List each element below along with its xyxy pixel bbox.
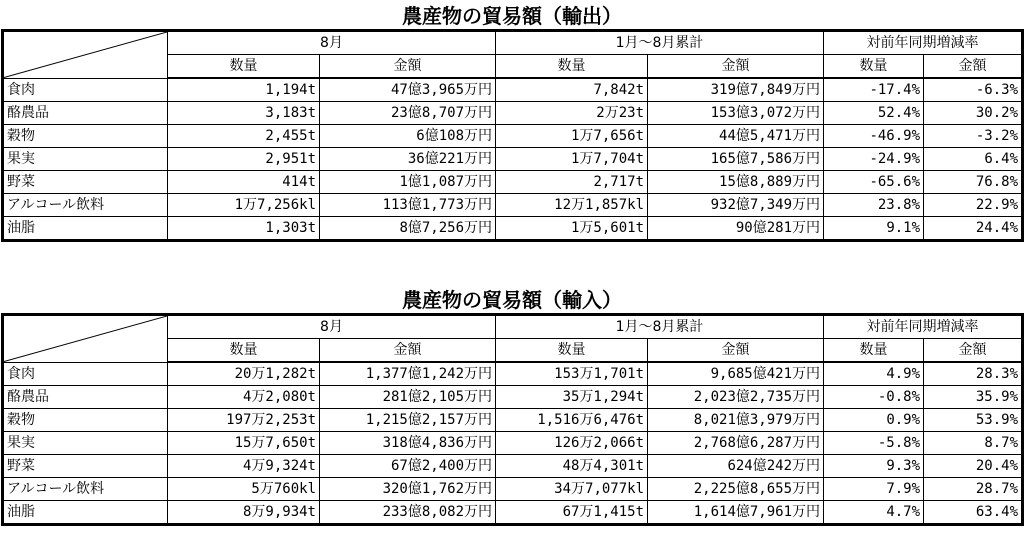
table-cell: 44億5,471万円 — [648, 125, 824, 148]
table-cell: 197万2,253t — [168, 409, 320, 432]
table-cell: -5.8% — [824, 432, 924, 455]
table-cell: 9,685億421万円 — [648, 362, 824, 386]
row-label: 食肉 — [4, 362, 168, 386]
table-cell: 1億1,087万円 — [320, 171, 496, 194]
table-cell: 8億7,256万円 — [320, 217, 496, 240]
table-cell: 153億3,072万円 — [648, 102, 824, 125]
table-cell: 15億8,889万円 — [648, 171, 824, 194]
group-header-row — [4, 316, 1022, 339]
table-cell: 113億1,773万円 — [320, 194, 496, 217]
table-cell: 1,194t — [168, 78, 320, 102]
table-cell: 281億2,105万円 — [320, 386, 496, 409]
column-header: 金額 — [320, 339, 496, 363]
row-label: 油脂 — [4, 501, 168, 524]
corner-cell — [4, 316, 168, 363]
row-label: 果実 — [4, 432, 168, 455]
table-cell: 28.7% — [924, 478, 1022, 501]
export-table — [3, 31, 1022, 240]
table-cell: 1,215億2,157万円 — [320, 409, 496, 432]
table-cell: 63.4% — [924, 501, 1022, 524]
group-header: 8月 — [168, 32, 496, 55]
row-label: 穀物 — [4, 409, 168, 432]
table-cell: 4.7% — [824, 501, 924, 524]
table-row — [4, 102, 1022, 125]
table-row — [4, 171, 1022, 194]
table-row — [4, 148, 1022, 171]
table-cell: 90億281万円 — [648, 217, 824, 240]
table-cell: 318億4,836万円 — [320, 432, 496, 455]
table-cell: -0.8% — [824, 386, 924, 409]
column-header: 金額 — [924, 55, 1022, 79]
table-cell: 20.4% — [924, 455, 1022, 478]
table-cell: 7,842t — [496, 78, 648, 102]
table-cell: 52.4% — [824, 102, 924, 125]
table-row — [4, 78, 1022, 102]
table-cell: 932億7,349万円 — [648, 194, 824, 217]
table-cell: 53.9% — [924, 409, 1022, 432]
table-cell: 319億7,849万円 — [648, 78, 824, 102]
table-cell: 2,225億8,655万円 — [648, 478, 824, 501]
table-cell: 2,455t — [168, 125, 320, 148]
group-header: 対前年同期増減率 — [824, 316, 1022, 339]
table-cell: 1万7,704t — [496, 148, 648, 171]
table-cell: 624億242万円 — [648, 455, 824, 478]
corner-cell — [4, 32, 168, 79]
table-cell: 34万7,077kl — [496, 478, 648, 501]
table-cell: -65.6% — [824, 171, 924, 194]
table-cell: 1,614億7,961万円 — [648, 501, 824, 524]
row-label: 果実 — [4, 148, 168, 171]
table-cell: 1,516万6,476t — [496, 409, 648, 432]
table-row — [4, 362, 1022, 386]
table-cell: -3.2% — [924, 125, 1022, 148]
diagonal-line — [4, 32, 167, 78]
table-cell: 24.4% — [924, 217, 1022, 240]
table-cell: 67億2,400万円 — [320, 455, 496, 478]
table-cell: 8,021億3,979万円 — [648, 409, 824, 432]
table-cell: 7.9% — [824, 478, 924, 501]
group-header: 1月～8月累計 — [496, 316, 824, 339]
table-cell: 35.9% — [924, 386, 1022, 409]
table-cell: -24.9% — [824, 148, 924, 171]
table-cell: 165億7,586万円 — [648, 148, 824, 171]
table-cell: 48万4,301t — [496, 455, 648, 478]
table-cell: 2,768億6,287万円 — [648, 432, 824, 455]
table-cell: 3,183t — [168, 102, 320, 125]
table-cell: 153万1,701t — [496, 362, 648, 386]
table-cell: 4万9,324t — [168, 455, 320, 478]
row-label: 酪農品 — [4, 102, 168, 125]
table-cell: -46.9% — [824, 125, 924, 148]
table-cell: 36億221万円 — [320, 148, 496, 171]
table-cell: 2万23t — [496, 102, 648, 125]
import-table — [3, 315, 1022, 524]
table-cell: 2,717t — [496, 171, 648, 194]
table-cell: 1万7,256kl — [168, 194, 320, 217]
table-cell: 4.9% — [824, 362, 924, 386]
table-cell: 6億108万円 — [320, 125, 496, 148]
table-row — [4, 125, 1022, 148]
table-cell: 0.9% — [824, 409, 924, 432]
column-header: 金額 — [648, 339, 824, 363]
import-table-title: 農産物の貿易額（輸入） — [402, 288, 622, 312]
table-cell: 1万5,601t — [496, 217, 648, 240]
table-cell: 23.8% — [824, 194, 924, 217]
column-header: 金額 — [648, 55, 824, 79]
table-row — [4, 455, 1022, 478]
table-row — [4, 194, 1022, 217]
table-cell: 8万9,934t — [168, 501, 320, 524]
row-label: アルコール飲料 — [4, 194, 168, 217]
table-cell: 76.8% — [924, 171, 1022, 194]
table-cell: 35万1,294t — [496, 386, 648, 409]
group-header-row — [4, 32, 1022, 55]
table-cell: 233億8,082万円 — [320, 501, 496, 524]
group-header: 1月～8月累計 — [496, 32, 824, 55]
table-cell: -17.4% — [824, 78, 924, 102]
table-row — [4, 409, 1022, 432]
table-cell: 9.3% — [824, 455, 924, 478]
column-header: 数量 — [168, 55, 320, 79]
table-cell: 12万1,857kl — [496, 194, 648, 217]
export-table-title: 農産物の貿易額（輸出） — [402, 4, 622, 28]
table-cell: 1,303t — [168, 217, 320, 240]
table-row — [4, 432, 1022, 455]
group-header: 8月 — [168, 316, 496, 339]
group-header: 対前年同期増減率 — [824, 32, 1022, 55]
table-cell: 15万7,650t — [168, 432, 320, 455]
table-cell: 9.1% — [824, 217, 924, 240]
table-cell: 2,023億2,735万円 — [648, 386, 824, 409]
table-row — [4, 501, 1022, 524]
table-cell: -6.3% — [924, 78, 1022, 102]
row-label: アルコール飲料 — [4, 478, 168, 501]
column-header: 数量 — [824, 339, 924, 363]
diagonal-line — [4, 316, 167, 362]
table-cell: 23億8,707万円 — [320, 102, 496, 125]
table-cell: 28.3% — [924, 362, 1022, 386]
table-cell: 414t — [168, 171, 320, 194]
row-label: 野菜 — [4, 455, 168, 478]
table-cell: 2,951t — [168, 148, 320, 171]
table-cell: 5万760kl — [168, 478, 320, 501]
table-cell: 8.7% — [924, 432, 1022, 455]
table-cell: 126万2,066t — [496, 432, 648, 455]
row-label: 食肉 — [4, 78, 168, 102]
table-cell: 4万2,080t — [168, 386, 320, 409]
row-label: 酪農品 — [4, 386, 168, 409]
row-label: 野菜 — [4, 171, 168, 194]
table-row — [4, 217, 1022, 240]
table-cell: 30.2% — [924, 102, 1022, 125]
table-cell: 6.4% — [924, 148, 1022, 171]
column-header: 金額 — [924, 339, 1022, 363]
column-header: 金額 — [320, 55, 496, 79]
table-cell: 47億3,965万円 — [320, 78, 496, 102]
column-header: 数量 — [168, 339, 320, 363]
table-cell: 22.9% — [924, 194, 1022, 217]
column-header: 数量 — [824, 55, 924, 79]
table-cell: 67万1,415t — [496, 501, 648, 524]
table-cell: 1万7,656t — [496, 125, 648, 148]
column-header: 数量 — [496, 339, 648, 363]
table-row — [4, 386, 1022, 409]
row-label: 油脂 — [4, 217, 168, 240]
table-cell: 320億1,762万円 — [320, 478, 496, 501]
table-cell: 1,377億1,242万円 — [320, 362, 496, 386]
row-label: 穀物 — [4, 125, 168, 148]
table-row — [4, 478, 1022, 501]
table-cell: 20万1,282t — [168, 362, 320, 386]
column-header: 数量 — [496, 55, 648, 79]
